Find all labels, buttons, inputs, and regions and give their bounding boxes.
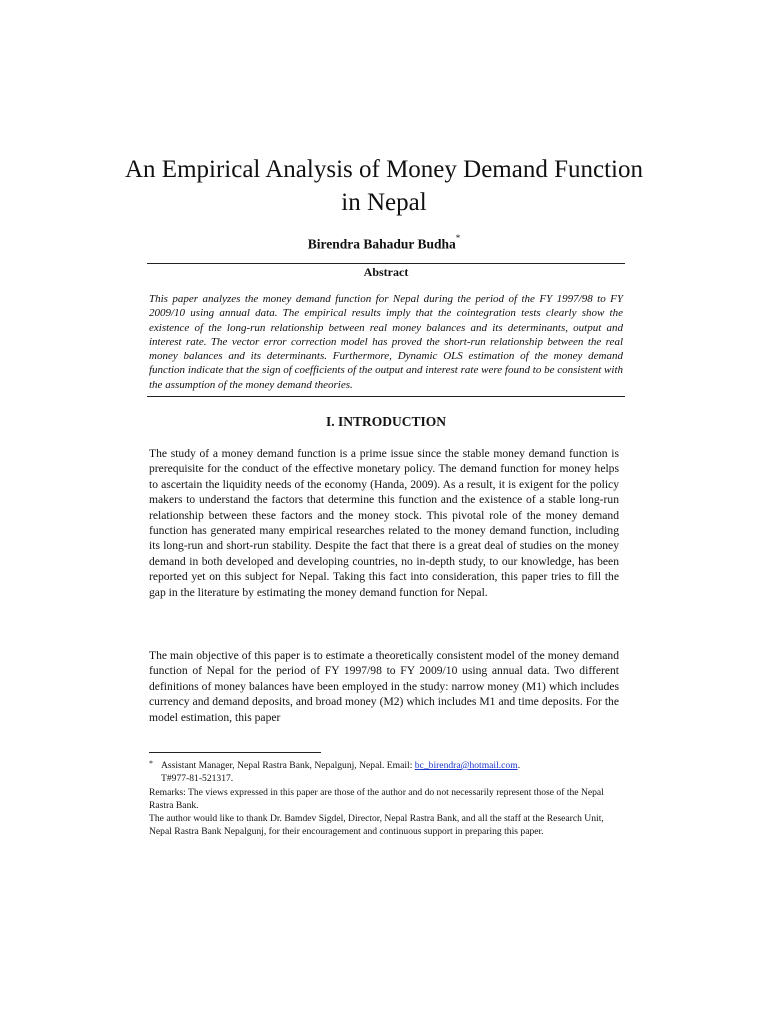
abstract-bottom-rule — [147, 396, 625, 397]
abstract-text: This paper analyzes the money demand function for Nepal during the period of the FY 1997/98 to FY 2009/10 using annual data. The empirical results imply that the cointegration tests clearly show the existence of the long-run relationship between real money balances and its determinants, output and interest rate. The vector error correction model has proved the short-run relationship between the real money balances and its determinants. Furthermore, Dynamic OLS estimation of the money demand function indicate that the sign of coefficients of the output and interest rate were found to be consistent with the assumption of the money demand theories. — [149, 293, 623, 391]
footnote-email-period: . — [517, 760, 521, 771]
author-name — [120, 231, 648, 254]
body-paragraph: The main objective of this paper is to estimate a theoretically consistent model of the money demand function of Nepal for the period of FY 1997/98 to FY 2009/10 using annual data. Two different definitions of money balances have been employed in the study: narrow money (M1) which includes currency and demand deposits, and broad money (M2) which includes M1 and time deposits. For the model estimation, this paper — [149, 649, 619, 724]
footnote-affiliation — [149, 759, 623, 772]
author-email-link[interactable]: bc_birendra@hotmail.com — [414, 760, 518, 771]
footnote-remarks: Remarks: The views expressed in this paper are those of the author and do not necessarily represent those of the Nepal Rastra Bank. — [149, 786, 604, 811]
footnote-separator — [149, 752, 321, 753]
footnote-acknowledgement: The author would like to thank Dr. Bamdev Sigdel, Director, Nepal Rastra Bank, and all the staff at the Research Unit, Nepal Rastra Bank Nepalgunj, for their encouragement and continuous support in preparing this paper. — [149, 813, 604, 838]
footnotes — [149, 759, 623, 839]
author-name-text: Birendra Bahadur Budha — [307, 236, 456, 252]
footnote-phone: T#977-81-521317. — [161, 773, 234, 785]
footnote-mark: * — [149, 759, 153, 768]
author-footnote-mark: * — [455, 233, 461, 243]
paper-title: An Empirical Analysis of Money Demand Function in Nepal — [125, 156, 643, 216]
abstract-heading: Abstract — [363, 265, 409, 279]
footnote-affiliation-text: Assistant Manager, Nepal Rastra Bank, Nepalgunj, Nepal. Email: — [161, 760, 415, 771]
body-paragraph: The study of a money demand function is a prime issue since the stable money demand function is prerequisite for the conduct of the effective monetary policy. The demand function for money helps to ascertain the liquidity needs of the economy (Handa, 2009). As a result, it is exigent for the policy makers to understand the factors that determine this function and the existence of a stable long-run relationship between these factors and the money stock. This pivotal role of the money demand function has generated many empirical researches related to the money demand function, including its long-run and short-run stability. Despite the fact that there is a great deal of studies on the money demand in both developed and developing countries, no in-depth study, to our knowledge, has been reported yet on this subject for Nepal. Taking this fact into consideration, this paper tries to fill the gap in the literature by estimating the money demand function for Nepal. — [149, 447, 619, 599]
section-heading-introduction: I. INTRODUCTION — [325, 414, 447, 429]
